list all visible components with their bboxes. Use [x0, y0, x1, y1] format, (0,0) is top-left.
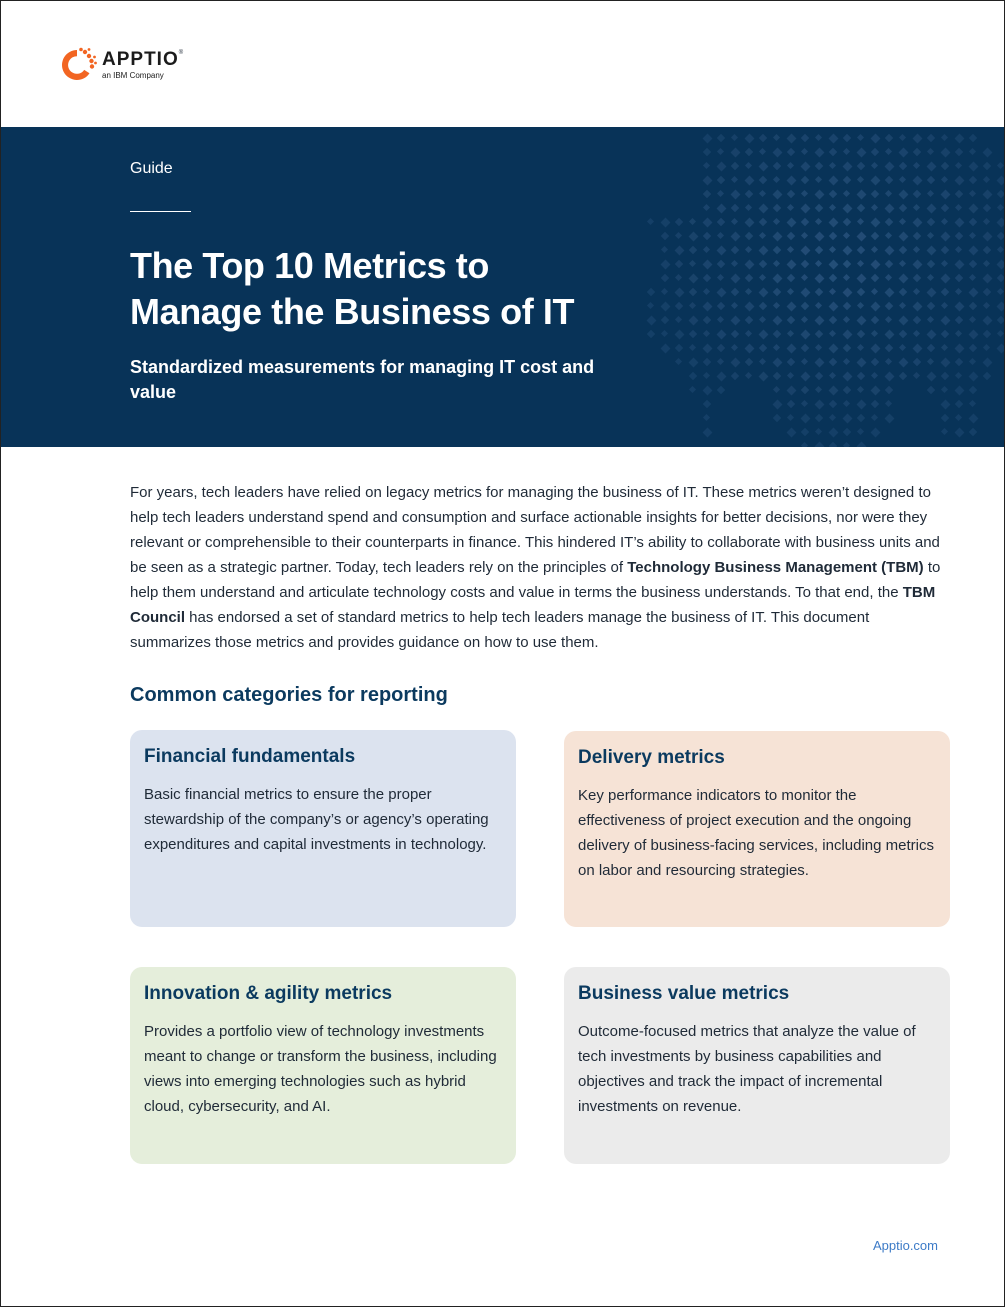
- card-body: Basic financial metrics to ensure the proper stewardship of the company’s or agency’s operating expenditures and capital investments in technology.: [144, 786, 489, 853]
- card-title: Delivery metrics: [578, 747, 725, 768]
- section-heading: Common categories for reporting: [130, 684, 448, 706]
- intro-text-1: For years, tech leaders have relied on legacy metrics for managing the business of IT. These metrics weren’t designed to help tech leaders understand spend and consumption and surface actionable insights for better decisions, nor were they relevant or comprehensible to their counterparts in finance. This hindered IT’s ability to collaborate with business units and be seen as a strategic partner. Today, tech leaders rely on the principles of: [130, 484, 940, 576]
- category-card-business-value: [564, 967, 950, 1164]
- hero-banner: [1, 127, 1004, 447]
- page-title: [130, 243, 650, 335]
- apptio-logo-icon: [56, 44, 98, 86]
- card-body: Outcome-focused metrics that analyze the value of tech investments by business capabilities and objectives and track the impact of incremental investments on revenue.: [578, 1023, 916, 1115]
- page-subtitle: Standardized measurements for managing IT cost and value: [130, 357, 595, 402]
- intro-text-2: to help them understand and articulate technology costs and value in terms the business understands. To that end, the: [130, 559, 941, 601]
- category-card-innovation: [130, 967, 516, 1164]
- category-card-delivery: [564, 731, 950, 927]
- intro-bold-tbm: Technology Business Management (TBM): [627, 559, 924, 576]
- card-body: Key performance indicators to monitor the effectiveness of project execution and the ongoing delivery of business-facing services, including metrics on labor and resourcing strategies.: [578, 787, 934, 879]
- intro-bold-council: TBM Council: [130, 584, 936, 626]
- intro-text-3: has endorsed a set of standard metrics to help tech leaders manage the business of IT. This document summarizes those metrics and provides guidance on how to use them.: [130, 609, 870, 651]
- card-body: Provides a portfolio view of technology investments meant to change or transform the business, including views into emerging technologies such as hybrid cloud, cybersecurity, and AI.: [144, 1023, 497, 1115]
- logo-trademark: ®: [178, 50, 184, 56]
- intro-paragraph: [130, 480, 945, 655]
- apptio-logo[interactable]: [56, 44, 183, 86]
- logo-subtitle: an IBM Company: [102, 71, 164, 80]
- document-type-label: Guide: [130, 160, 173, 177]
- logo-wordmark: APPTIO: [102, 49, 179, 70]
- category-card-financial: [130, 730, 516, 927]
- card-title: Innovation & agility metrics: [144, 983, 393, 1004]
- card-title: Business value metrics: [578, 983, 790, 1004]
- page-title-line-2: Manage the Business of IT: [130, 291, 575, 332]
- footer-website-link[interactable]: Apptio.com: [872, 1238, 938, 1253]
- card-title: Financial fundamentals: [144, 746, 356, 767]
- page-title-line-1: The Top 10 Metrics to: [130, 245, 489, 286]
- hero-divider: [130, 211, 191, 212]
